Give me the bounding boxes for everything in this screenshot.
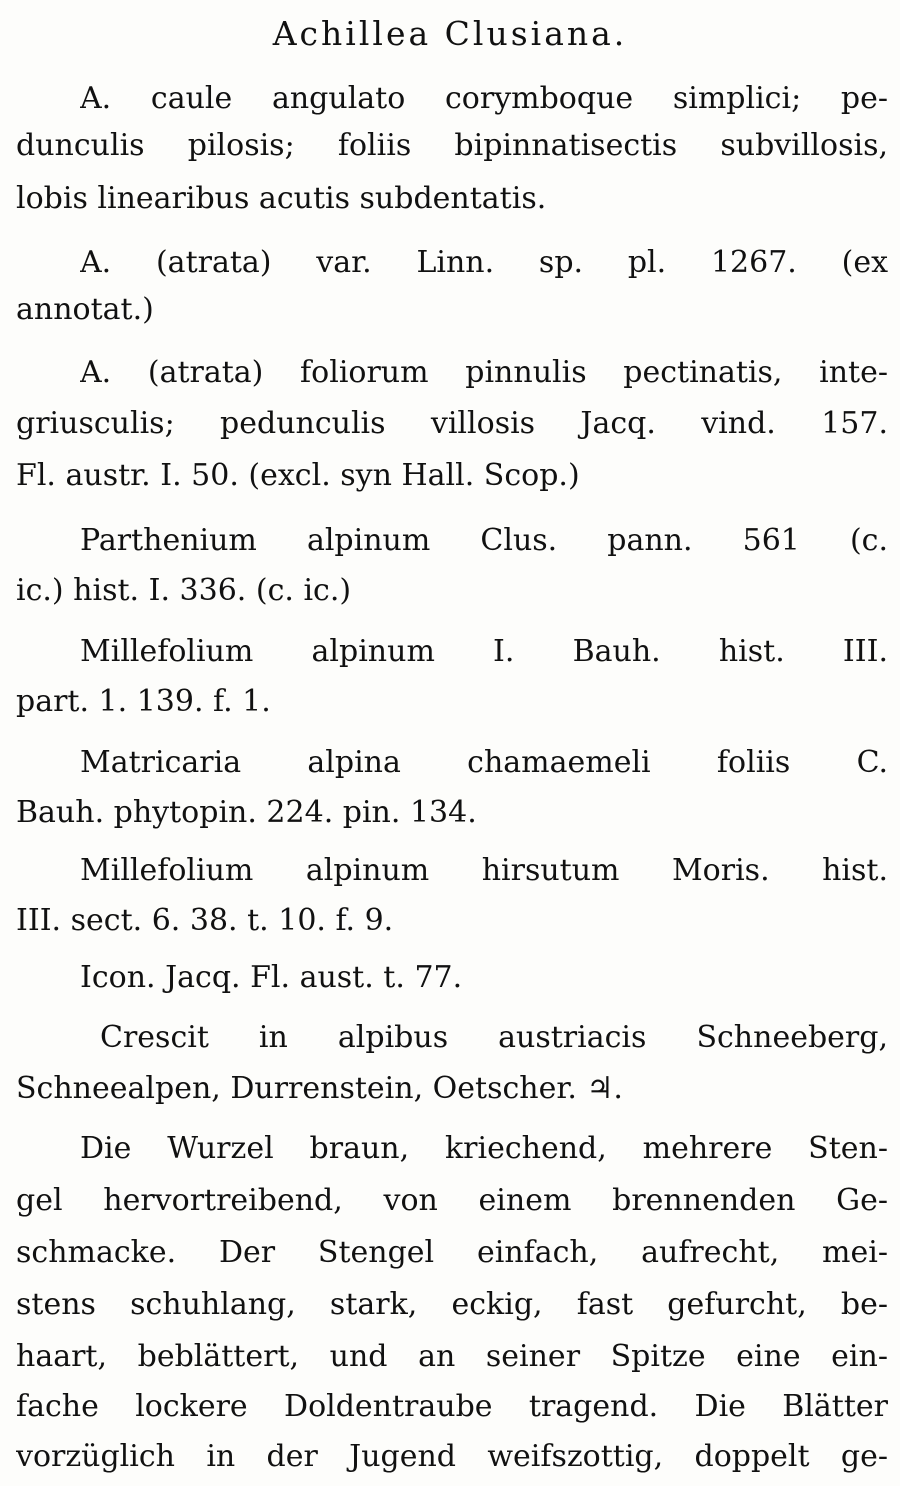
text-line: III. sect. 6. 38. t. 10. f. 9.: [16, 903, 394, 938]
text-line: fache lockere Doldentraube tragend. Die Blätter: [16, 1389, 888, 1424]
text-line: Millefolium alpinum hirsutum Moris. hist.: [80, 853, 888, 888]
text-line: Matricaria alpina chamaemeli foliis C.: [80, 745, 888, 780]
text-line: Bauh. phytopin. 224. pin. 134.: [16, 795, 477, 830]
text-line: A. caule angulato corymboque simplici; pe-: [80, 81, 888, 116]
text-line: griusculis; pedunculis villosis Jacq. vind. 157.: [16, 406, 888, 441]
text-line: haart, beblättert, und an seiner Spitze eine ein-: [16, 1339, 888, 1374]
text-line: A. (atrata) foliorum pinnulis pectinatis, inte-: [80, 355, 888, 390]
text-line: schmacke. Der Stengel einfach, aufrecht, mei-: [16, 1235, 888, 1270]
text-line: ic.) hist. I. 336. (c. ic.): [16, 573, 352, 608]
text-line: Millefolium alpinum I. Bauh. hist. III.: [80, 634, 888, 669]
text-line: Crescit in alpibus austriacis Schneeberg,: [100, 1020, 888, 1055]
text-line: part. 1. 139. f. 1.: [16, 684, 271, 719]
text-line: vorzüglich in der Jugend weifszottig, doppelt ge-: [16, 1439, 888, 1474]
text-line: stens schuhlang, stark, eckig, fast gefurcht, be-: [16, 1287, 888, 1322]
text-line: lobis linearibus acutis subdentatis.: [16, 181, 547, 216]
text-line: A. (atrata) var. Linn. sp. pl. 1267. (ex: [80, 245, 888, 280]
text-line: gel hervortreibend, von einem brennenden Ge-: [16, 1183, 888, 1218]
text-line: Icon. Jacq. Fl. aust. t. 77.: [80, 960, 463, 995]
page-title: Achillea Clusiana.: [272, 14, 628, 53]
text-line: dunculis pilosis; foliis bipinnatisectis subvillosis,: [16, 128, 888, 163]
text-line: Die Wurzel braun, kriechend, mehrere Sten-: [80, 1131, 888, 1166]
text-line: Parthenium alpinum Clus. pann. 561 (c.: [80, 523, 888, 558]
text-line: annotat.): [16, 292, 154, 327]
text-line: Fl. austr. I. 50. (excl. syn Hall. Scop.): [16, 458, 580, 493]
text-line: Schneealpen, Durrenstein, Oetscher. ♃.: [16, 1071, 623, 1106]
